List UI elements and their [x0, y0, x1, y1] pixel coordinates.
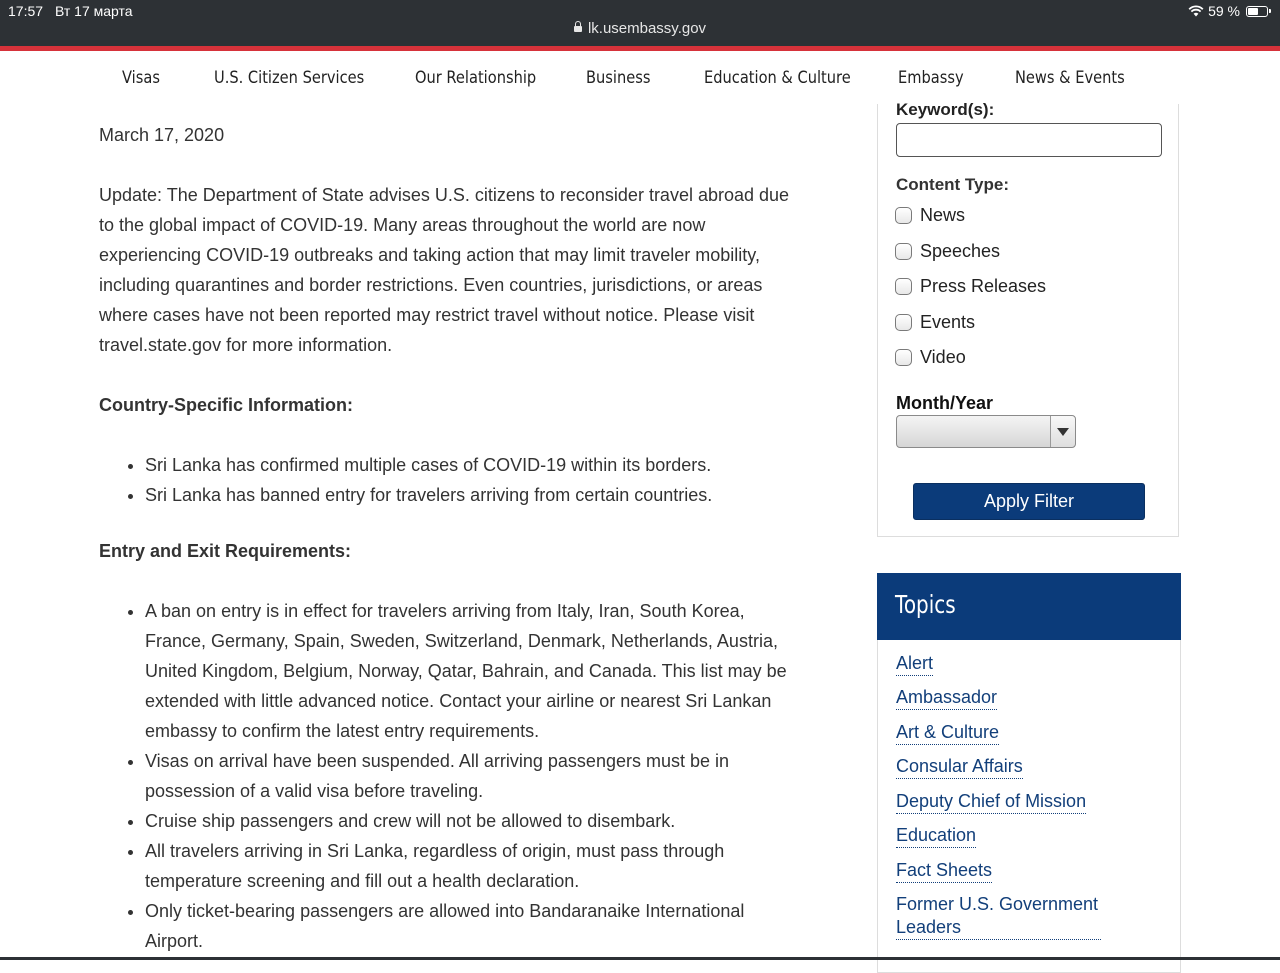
topic-link-deputy-chief[interactable]: Deputy Chief of Mission	[896, 790, 1086, 814]
news-checkbox[interactable]	[895, 207, 912, 224]
keyword-input[interactable]	[896, 123, 1162, 157]
url-text: lk.usembassy.gov	[587, 20, 707, 37]
article-date: March 17, 2020	[99, 125, 225, 145]
topic-link-consular-affairs[interactable]: Consular Affairs	[896, 755, 1023, 779]
topic-link-former-leaders[interactable]: Former U.S. Government Leaders	[896, 893, 1101, 940]
update-paragraph: Update: The Department of State advises U.S. citizens to reconsider travel abroad due to the global impact of COVID-19. Many areas throughout the world are now experiencing COVID-19 outbreaks and taking action that may limit traveler mobility, including quarantines and border restrictions. Even countries, jurisdictions, or areas where cases have not been reported may restrict travel without notice. Please visit travel.state.gov for more information.	[99, 185, 790, 355]
topic-link-education[interactable]: Education	[896, 824, 976, 848]
article-body	[99, 120, 819, 956]
month-year-select[interactable]	[896, 415, 1076, 448]
address-bar[interactable]	[0, 20, 1280, 37]
list-item: • A ban on entry is in effect for travelers arriving from Italy, Iran, South Korea, France, Germany, Spain, Sweden, Switzerland, Denmark, Netherlands, Austria, United Kingdom, Belgium, Norway, Qatar, Bahrain, and Canada. This list may be extended with little advanced notice. Contact your airline or nearest Sri Lankan embassy to confirm the latest entry requirements.	[145, 596, 795, 746]
nav-item-visas[interactable]: Visas	[122, 68, 160, 88]
entry-exit-heading: Entry and Exit Requirements:	[99, 541, 352, 561]
month-year-label: Month/Year	[896, 393, 994, 413]
country-info-heading: Country-Specific Information:	[99, 395, 354, 415]
lock-icon	[574, 26, 582, 32]
list-item: • Sri Lanka has banned entry for travelers arriving from certain countries.	[145, 480, 819, 510]
chevron-down-icon[interactable]	[1050, 416, 1075, 447]
entry-exit-list	[99, 596, 795, 956]
content-type-news[interactable]	[895, 205, 965, 226]
nav-item-education-culture[interactable]: Education & Culture	[704, 68, 851, 88]
checkbox-label: Speeches	[920, 241, 1001, 261]
list-item: • Cruise ship passengers and crew will not be allowed to disembark.	[145, 806, 795, 836]
nav-item-our-relationship[interactable]: Our Relationship	[415, 68, 537, 88]
video-checkbox[interactable]	[895, 349, 912, 366]
list-item: • Sri Lanka has confirmed multiple cases of COVID-19 within its borders.	[145, 450, 819, 480]
status-bar	[0, 0, 1280, 46]
status-date: Вт 17 марта	[55, 3, 133, 19]
country-info-list	[99, 450, 819, 510]
list-item: • All travelers arriving in Sri Lanka, regardless of origin, must pass through temperature screening and fill out a health declaration.	[145, 836, 795, 896]
battery-icon	[1246, 6, 1268, 17]
topic-link-fact-sheets[interactable]: Fact Sheets	[896, 859, 992, 883]
status-right	[1188, 3, 1268, 19]
list-item: • Only ticket-bearing passengers are allowed into Bandaranaike International Airport.	[145, 896, 795, 956]
speeches-checkbox[interactable]	[895, 243, 912, 260]
topics-title: Topics	[895, 590, 956, 619]
checkbox-label: Press Releases	[920, 276, 1047, 296]
list-item: • Visas on arrival have been suspended. All arriving passengers must be in possession of a valid visa before traveling.	[145, 746, 795, 806]
checkbox-label: Video	[920, 347, 966, 367]
content-type-video[interactable]	[895, 347, 966, 368]
checkbox-label: Events	[920, 312, 976, 332]
nav-item-news-events[interactable]: News & Events	[1015, 68, 1125, 88]
topic-link-ambassador[interactable]: Ambassador	[896, 686, 997, 710]
nav-item-embassy[interactable]: Embassy	[898, 68, 964, 88]
content-type-press-releases[interactable]	[895, 276, 1046, 297]
checkbox-label: News	[920, 205, 966, 225]
wifi-icon	[1188, 5, 1204, 17]
apply-filter-button[interactable]: Apply Filter	[913, 483, 1145, 520]
keyword-label: Keyword(s):	[896, 100, 995, 119]
status-time: 17:57	[8, 3, 44, 19]
events-checkbox[interactable]	[895, 314, 912, 331]
main-nav	[0, 51, 1280, 104]
nav-item-business[interactable]: Business	[586, 68, 651, 88]
content-type-label: Content Type:	[896, 175, 1010, 194]
topic-link-alert[interactable]: Alert	[896, 652, 933, 676]
press-releases-checkbox[interactable]	[895, 278, 912, 295]
battery-fill	[1248, 8, 1258, 15]
content-type-events[interactable]	[895, 312, 975, 333]
content-type-speeches[interactable]	[895, 241, 1000, 262]
topic-link-art-culture[interactable]: Art & Culture	[896, 721, 999, 745]
nav-item-citizen-services[interactable]: U.S. Citizen Services	[214, 68, 365, 88]
battery-percent: 59 %	[1208, 3, 1240, 19]
